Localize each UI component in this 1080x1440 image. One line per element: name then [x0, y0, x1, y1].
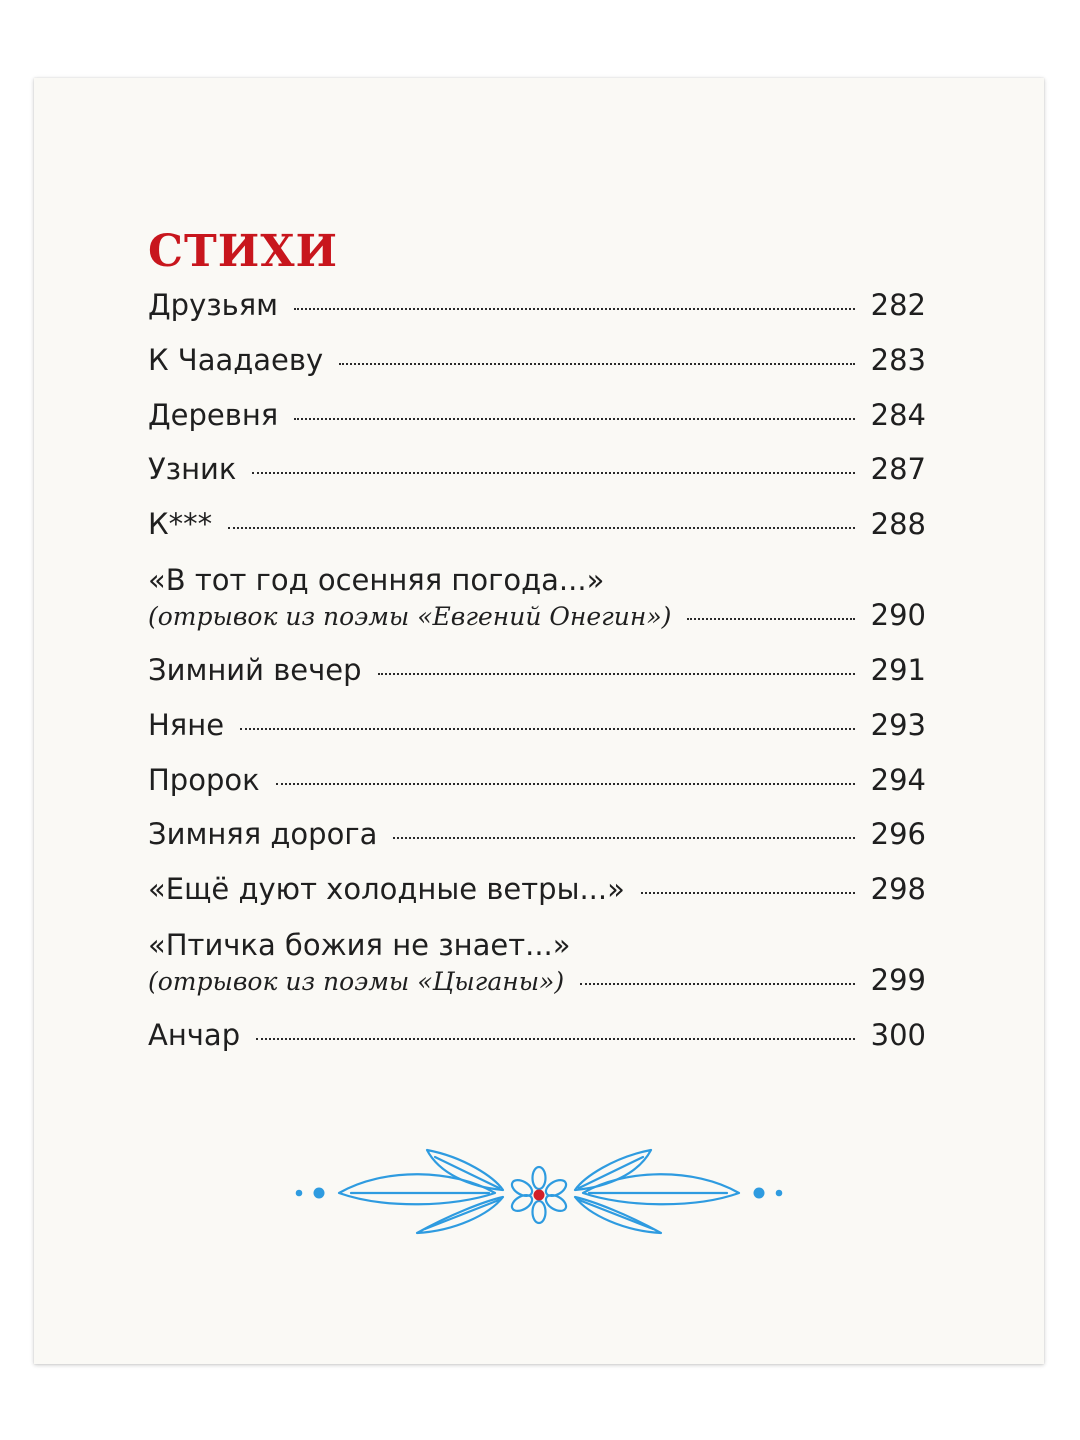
dot-leader: [240, 728, 855, 730]
toc-entry-page: 283: [870, 342, 926, 377]
toc-entry[interactable]: [148, 763, 926, 818]
toc-entry-page: 296: [870, 817, 926, 852]
toc-entry[interactable]: [148, 1018, 926, 1073]
toc-entry-page: 300: [870, 1017, 926, 1052]
toc-entry[interactable]: [148, 927, 926, 1018]
toc-entry-page: 284: [870, 397, 926, 432]
toc-entry-title: Узник: [148, 452, 237, 487]
toc-entry[interactable]: [148, 343, 926, 398]
toc-entry-page: 293: [870, 707, 926, 742]
toc-entry[interactable]: [148, 452, 926, 507]
dot-leader: [294, 418, 854, 420]
toc-entry[interactable]: [148, 872, 926, 927]
dot-leader: [252, 472, 854, 474]
toc-entry-page: 298: [870, 872, 926, 907]
toc-entry[interactable]: [148, 507, 926, 562]
dot-leader: [580, 983, 855, 985]
toc-entry-title: «Ещё дуют холодные ветры...»: [148, 872, 625, 907]
dot-leader: [256, 1038, 855, 1040]
dot-leader: [276, 783, 855, 785]
table-of-contents: [148, 288, 926, 1073]
toc-entry-page: 291: [870, 652, 926, 687]
toc-entry-title: К Чаадаеву: [148, 342, 324, 377]
dot-leader: [294, 308, 855, 310]
toc-entry[interactable]: [148, 708, 926, 763]
toc-entry[interactable]: [148, 288, 926, 343]
toc-entry[interactable]: [148, 562, 926, 653]
dot-leader: [393, 837, 854, 839]
toc-entry[interactable]: [148, 653, 926, 708]
toc-entry-page: 299: [870, 962, 926, 997]
toc-entry-page: 294: [870, 762, 926, 797]
toc-entry-page: 288: [870, 507, 926, 542]
dot-leader: [641, 892, 855, 894]
toc-entry-subtitle: (отрывок из поэмы «Евгений Онегин»): [148, 601, 672, 631]
floral-ornament-icon: [289, 1145, 789, 1240]
toc-entry-title: Анчар: [148, 1017, 241, 1052]
dot-leader: [378, 673, 855, 675]
toc-entry-title: Няне: [148, 707, 225, 742]
toc-entry-title: Друзьям: [148, 288, 279, 322]
toc-entry-title: Зимний вечер: [148, 652, 362, 687]
toc-entry-page: 287: [870, 452, 926, 487]
toc-entry-title: К***: [148, 507, 213, 542]
toc-entry-title: Зимняя дорога: [148, 817, 378, 852]
toc-entry-page: 282: [870, 288, 926, 322]
toc-entry-page: 290: [870, 597, 926, 632]
toc-entry-title: Деревня: [148, 397, 279, 432]
dot-leader: [228, 527, 855, 529]
toc-entry[interactable]: [148, 398, 926, 453]
section-title: СТИХИ: [148, 226, 339, 277]
toc-entry-subtitle: (отрывок из поэмы «Цыганы»): [148, 966, 565, 996]
dot-leader: [687, 618, 854, 620]
dot-leader: [339, 363, 854, 365]
book-page: [34, 78, 1044, 1364]
toc-entry-title: «В тот год осенняя погода...»: [148, 562, 605, 597]
toc-entry-title: Пророк: [148, 762, 260, 797]
toc-entry[interactable]: [148, 817, 926, 872]
toc-entry-title: «Птичка божия не знает...»: [148, 927, 571, 962]
